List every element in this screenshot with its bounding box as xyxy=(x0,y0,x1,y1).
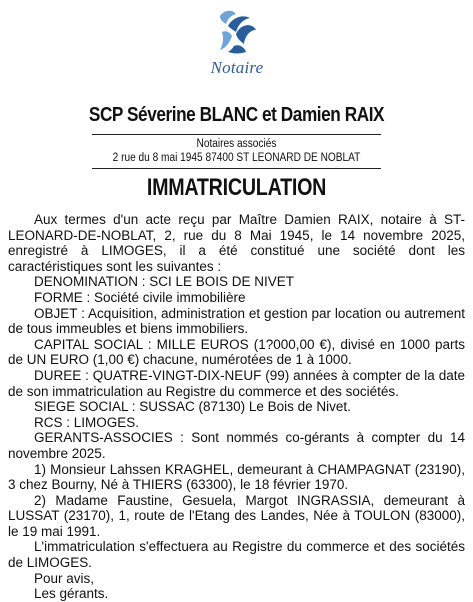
paragraph-siege: SIEGE SOCIAL : SUSSAC (87130) Le Bois de Nivet. xyxy=(34,399,351,415)
divider-top xyxy=(92,134,381,135)
paragraph-rcs: RCS : LIMOGES. xyxy=(34,414,140,430)
paragraph-intro: Aux termes d'un acte reçu par Maître Damien RAIX, notaire à ST-LEONARD-DE-NOBLAT, 2, rue du 8 Mai 1945, le 14 novembre 2025, enregistré à LIMOGES, il a été constitué une société dont les caractéristiques sont les suivantes : xyxy=(8,212,465,274)
paragraph-objet: OBJET : Acquisition, administration et gestion par location ou autrement de tous immeubles et biens immobiliers. xyxy=(8,305,465,337)
paragraph-immatriculation: L'immatriculation s'effectuera au Registre du commerce et des sociétés de LIMOGES. xyxy=(8,539,465,571)
paragraph-gerant-2: 2) Madame Faustine, Gesuela, Margot INGRASSIA, demeurant à LUSSAT (23170), 1, route de l'Etang des Landes, Née à TOULON (83000), le 19 mai 1991. xyxy=(8,492,465,539)
paragraph-gerant-1: 1) Monsieur Lahssen KRAGHEL, demeurant à CHAMPAGNAT (23190), 3 chez Bourny, Né à THIERS (63300), le 18 février 1970. xyxy=(8,461,465,493)
logo-text: Notaire xyxy=(210,58,264,77)
notice-body xyxy=(8,212,465,602)
firm-subtitle: Notaires associés xyxy=(196,138,277,150)
paragraph-duree: DUREE : QUATRE-VINGT-DIX-NEUF (99) années à compter de la date de son immatriculation au Registre du commerce et des sociétés. xyxy=(8,367,465,399)
paragraph-forme: FORME : Société civile immobilière xyxy=(34,289,246,305)
paragraph-denomination: DENOMINATION : SCI LE BOIS DE NIVET xyxy=(34,274,295,290)
paragraph-gerants: GERANTS-ASSOCIES : Sont nommés co-gérants à compter du 14 novembre 2025. xyxy=(8,430,465,461)
paragraph-signature: Les gérants. xyxy=(34,586,109,602)
notaire-logo xyxy=(205,6,269,86)
notaire-emblem-icon xyxy=(214,6,260,56)
paragraph-pour-avis: Pour avis, xyxy=(34,570,95,586)
notice-title: IMMATRICULATION xyxy=(146,174,327,201)
paragraph-capital: CAPITAL SOCIAL : MILLE EUROS (1?000,00 €), divisé en 1000 parts de UN EURO (1,00 €) chacune, numérotées de 1 à 1000. xyxy=(8,336,465,368)
firm-address: 2 rue du 8 mai 1945 87400 ST LEONARD DE NOBLAT xyxy=(112,152,361,164)
firm-name: SCP Séverine BLANC et Damien RAIX xyxy=(88,104,385,126)
divider-bottom xyxy=(92,168,381,169)
